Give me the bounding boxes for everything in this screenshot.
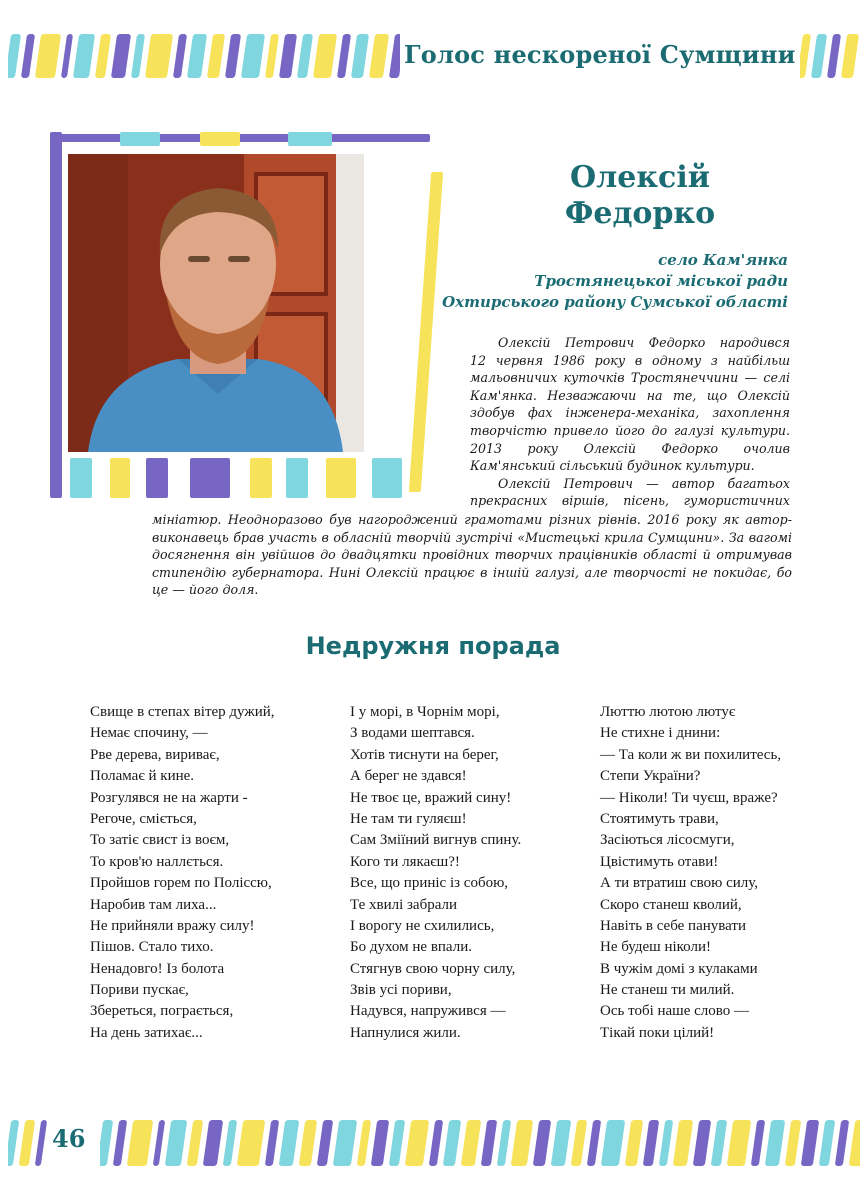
author-first-name: Олексій bbox=[570, 160, 710, 195]
poem-line: Пройшов горем по Поліссю, bbox=[90, 875, 272, 892]
poem-column-2 bbox=[350, 702, 521, 1044]
decorative-stripe bbox=[127, 1120, 153, 1166]
poem-line: — Та коли ж ви похилитесь, bbox=[600, 746, 782, 763]
poem-line: Рве дерева, вириває, bbox=[90, 746, 220, 763]
poem-line: Не прийняли вражу силу! bbox=[90, 917, 255, 934]
bio-line: прекрасних віршів, пісень, гумористичних bbox=[470, 493, 790, 509]
decorative-stripe bbox=[429, 1120, 443, 1166]
decorative-stripe bbox=[511, 1120, 533, 1166]
decorative-stripe bbox=[21, 34, 35, 78]
poem-line: Навіть в себе панувати bbox=[600, 917, 747, 934]
bio-line: творчістю привело його до галузі культури. bbox=[470, 422, 790, 438]
poem-line: Хотів тиснути на берег, bbox=[350, 746, 499, 763]
decorative-stripe bbox=[371, 1120, 389, 1166]
decorative-stripe bbox=[299, 1120, 317, 1166]
decorative-stripe bbox=[835, 1120, 849, 1166]
decorative-stripe bbox=[765, 1120, 785, 1166]
decorative-stripe bbox=[461, 1120, 481, 1166]
biography-narrow bbox=[470, 334, 790, 510]
decorative-stripe bbox=[313, 34, 337, 78]
poem-line: А ти втратиш свою силу, bbox=[600, 875, 759, 892]
poem-line: Напнулися жили. bbox=[350, 1024, 461, 1041]
poem-line: Пішов. Стало тихо. bbox=[90, 939, 214, 956]
decorative-stripe bbox=[405, 1120, 429, 1166]
decorative-stripe bbox=[819, 1120, 835, 1166]
decorative-stripe bbox=[73, 34, 95, 78]
decorative-stripe bbox=[131, 34, 145, 78]
frame-bar bbox=[120, 132, 160, 146]
decorative-stripe bbox=[187, 34, 207, 78]
decorative-stripe bbox=[173, 34, 187, 78]
decorative-stripe bbox=[811, 34, 827, 78]
frame-bar bbox=[286, 458, 308, 498]
frame-bar bbox=[50, 134, 430, 142]
bio-line: Кам'янка. Незважаючи на те, що Олексій bbox=[470, 387, 790, 403]
decorative-stripe bbox=[751, 1120, 765, 1166]
poem-line: Немає спочину, — bbox=[90, 725, 208, 742]
portrait-photo bbox=[68, 154, 364, 452]
decorative-stripe bbox=[265, 1120, 279, 1166]
poem-line: Стоятимуть трави, bbox=[600, 810, 719, 827]
poem-line: — Ніколи! Ти чуєш, враже? bbox=[600, 789, 778, 806]
location-line: Тростянецької міської ради bbox=[534, 272, 788, 290]
decorative-stripe bbox=[165, 1120, 187, 1166]
poem-line: І у морі, в Чорнім морі, bbox=[350, 704, 500, 720]
decorative-stripe bbox=[265, 34, 279, 78]
decorative-stripe bbox=[389, 34, 400, 78]
decorative-stripe bbox=[587, 1120, 601, 1166]
decorative-stripe bbox=[481, 1120, 497, 1166]
poem-line: Тікай поки цілий! bbox=[600, 1024, 715, 1041]
location-line: село Кам'янка bbox=[658, 251, 788, 269]
frame-bar bbox=[70, 458, 92, 498]
poem-line: Збереться, пограється, bbox=[90, 1003, 234, 1020]
bio-line: це — його доля. bbox=[152, 582, 259, 598]
poem-line: Регоче, сміється, bbox=[90, 810, 197, 827]
poem-line: Цвістимуть отави! bbox=[600, 853, 719, 870]
poem-line: Не там ти гуляєш! bbox=[350, 810, 467, 827]
frame-bar bbox=[250, 458, 272, 498]
decorative-stripe bbox=[8, 1120, 19, 1166]
author-name bbox=[480, 160, 800, 232]
poem-line: Звів усі пориви, bbox=[350, 982, 452, 999]
decorative-stripe bbox=[800, 34, 811, 78]
footer-stripe-band bbox=[100, 1120, 860, 1166]
poem-line: Не стихне і днини: bbox=[600, 725, 721, 742]
bio-line: мальовничих куточків Тростянеччини — селі bbox=[470, 370, 790, 386]
decorative-stripe bbox=[279, 1120, 299, 1166]
poem-line: Ненадовго! Із болота bbox=[90, 960, 225, 977]
decorative-stripe bbox=[35, 34, 61, 78]
decorative-stripe bbox=[225, 34, 241, 78]
decorative-stripe bbox=[571, 1120, 587, 1166]
decorative-stripe bbox=[601, 1120, 625, 1166]
poem-line: З водами шептався. bbox=[350, 725, 475, 742]
bio-line: Олексій Петрович Федорко народився bbox=[498, 335, 790, 350]
poem-line: Розгулявся не на жарти - bbox=[90, 789, 248, 806]
header-stripe-band bbox=[8, 34, 400, 78]
decorative-stripe bbox=[8, 34, 21, 78]
bio-line: здобув фах інженера-механіка, захоплення bbox=[470, 405, 790, 421]
poem-title: Недружня порада bbox=[305, 632, 561, 660]
bio-line: 12 червня 1986 року в одному з найбільш bbox=[470, 352, 790, 368]
frame-bar bbox=[288, 132, 332, 146]
decorative-stripe bbox=[643, 1120, 659, 1166]
poem-line: Степи України? bbox=[600, 768, 701, 785]
bio-line: виконавець брав участь в обласній творчій зустрічі «Мистецькі крила Сумщини». За вагомі bbox=[152, 529, 792, 545]
poem-line: То затіє свист із воєм, bbox=[90, 832, 230, 849]
bio-line: 2013 року Олексій Федорко очолив bbox=[470, 440, 790, 456]
decorative-stripe bbox=[279, 34, 297, 78]
decorative-stripe bbox=[673, 1120, 693, 1166]
author-location bbox=[440, 250, 788, 313]
poem-line: На день затихає... bbox=[90, 1024, 203, 1041]
poem-line: А берег не здався! bbox=[350, 768, 467, 785]
poem-line: Бо духом не впали. bbox=[350, 939, 472, 956]
header-stripe-band-right bbox=[800, 34, 860, 78]
biography-wide bbox=[152, 511, 792, 599]
frame-bar bbox=[146, 458, 168, 498]
poem-line: Не твоє це, вражий сину! bbox=[350, 789, 512, 806]
poem-line: Поламає й кине. bbox=[90, 768, 195, 785]
poem-line: Сам Зміїний вигнув спину. bbox=[350, 832, 522, 849]
decorative-stripe bbox=[297, 34, 313, 78]
poem-line: Свище в степах вітер дужий, bbox=[90, 704, 275, 720]
poem-line: І ворогу не схилились, bbox=[350, 917, 495, 934]
author-portrait-photo bbox=[64, 150, 368, 456]
decorative-stripe bbox=[35, 1120, 47, 1166]
poem-column-3 bbox=[600, 702, 781, 1044]
bio-line: досягнення він увійшов до двадцятки провідних творчих працівників області й отримував bbox=[152, 547, 792, 563]
decorative-stripe bbox=[727, 1120, 751, 1166]
poem-line: Ось тобі наше слово — bbox=[600, 1003, 750, 1020]
decorative-stripe bbox=[61, 34, 73, 78]
running-header-title: Голос нескореної Сумщини bbox=[404, 40, 796, 69]
frame-bar bbox=[200, 132, 240, 146]
decorative-stripe bbox=[389, 1120, 405, 1166]
frame-bar bbox=[409, 172, 443, 492]
decorative-stripe bbox=[711, 1120, 727, 1166]
decorative-stripe bbox=[207, 34, 225, 78]
decorative-stripe bbox=[237, 1120, 265, 1166]
decorative-stripe bbox=[111, 34, 131, 78]
decorative-stripe bbox=[203, 1120, 223, 1166]
decorative-stripe bbox=[533, 1120, 551, 1166]
poem-line: Все, що приніс із собою, bbox=[350, 875, 509, 892]
poem-line: Пориви пускає, bbox=[90, 982, 189, 999]
decorative-stripe bbox=[357, 1120, 371, 1166]
poem-line: Не будеш ніколи! bbox=[600, 939, 711, 956]
page-number: 46 bbox=[52, 1124, 86, 1153]
frame-bar bbox=[110, 458, 130, 498]
poem-line: Не станеш ти милий. bbox=[600, 982, 735, 999]
decorative-stripe bbox=[187, 1120, 203, 1166]
poem-line: Стягнув свою чорну силу, bbox=[350, 960, 516, 977]
poem-line: Люттю лютою лютує bbox=[600, 704, 736, 720]
poem-line: Кого ти лякаєш?! bbox=[350, 853, 460, 870]
poem-line: В чужім домі з кулаками bbox=[600, 960, 758, 977]
poem-line: Скоро станеш кволий, bbox=[600, 896, 742, 913]
decorative-stripe bbox=[551, 1120, 571, 1166]
frame-bar bbox=[326, 458, 356, 498]
decorative-stripe bbox=[801, 1120, 819, 1166]
decorative-stripe bbox=[333, 1120, 357, 1166]
decorative-stripe bbox=[19, 1120, 35, 1166]
footer-stripe-band-left bbox=[8, 1120, 48, 1166]
decorative-stripe bbox=[241, 34, 265, 78]
poem-column-1 bbox=[90, 702, 275, 1044]
bio-line: стипендію губернатора. Нині Олексій працює в іншій галузі, але творчості не покидає, бо bbox=[152, 564, 792, 580]
poem-line: То кров'ю наллється. bbox=[90, 853, 224, 870]
decorative-stripe bbox=[785, 1120, 801, 1166]
decorative-stripe bbox=[827, 34, 841, 78]
poem-line: Надувся, напружився — bbox=[350, 1003, 506, 1020]
frame-bar bbox=[372, 458, 402, 498]
bio-line: Олексій Петрович — автор багатьох bbox=[498, 475, 790, 491]
decorative-stripe bbox=[153, 1120, 165, 1166]
bio-line: Кам'янський сільський будинок культури. bbox=[470, 458, 755, 474]
decorative-stripe bbox=[317, 1120, 333, 1166]
frame-bar bbox=[50, 132, 62, 498]
decorative-stripe bbox=[100, 1120, 113, 1166]
frame-bar bbox=[190, 458, 230, 498]
location-line: Охтирського району Сумської області bbox=[442, 293, 788, 311]
decorative-stripe bbox=[351, 34, 369, 78]
decorative-stripe bbox=[113, 1120, 127, 1166]
decorative-stripe bbox=[693, 1120, 711, 1166]
decorative-stripe bbox=[223, 1120, 237, 1166]
decorative-stripe bbox=[95, 34, 111, 78]
decorative-stripe bbox=[625, 1120, 643, 1166]
decorative-stripe bbox=[497, 1120, 511, 1166]
author-last-name: Федорко bbox=[564, 196, 716, 231]
decorative-stripe bbox=[337, 34, 351, 78]
decorative-stripe bbox=[369, 34, 389, 78]
decorative-stripe bbox=[145, 34, 173, 78]
poem-line: Те хвилі забрали bbox=[350, 896, 458, 913]
decorative-stripe bbox=[849, 1120, 860, 1166]
decorative-stripe bbox=[443, 1120, 461, 1166]
bio-line: мініатюр. Неодноразово був нагороджений грамотами різних рівнів. 2016 року як автор- bbox=[152, 512, 792, 527]
decorative-stripe bbox=[659, 1120, 673, 1166]
decorative-stripe bbox=[841, 34, 859, 78]
poem-line: Засіються лісосмуги, bbox=[600, 832, 735, 849]
poem-line: Наробив там лиха... bbox=[90, 896, 217, 913]
